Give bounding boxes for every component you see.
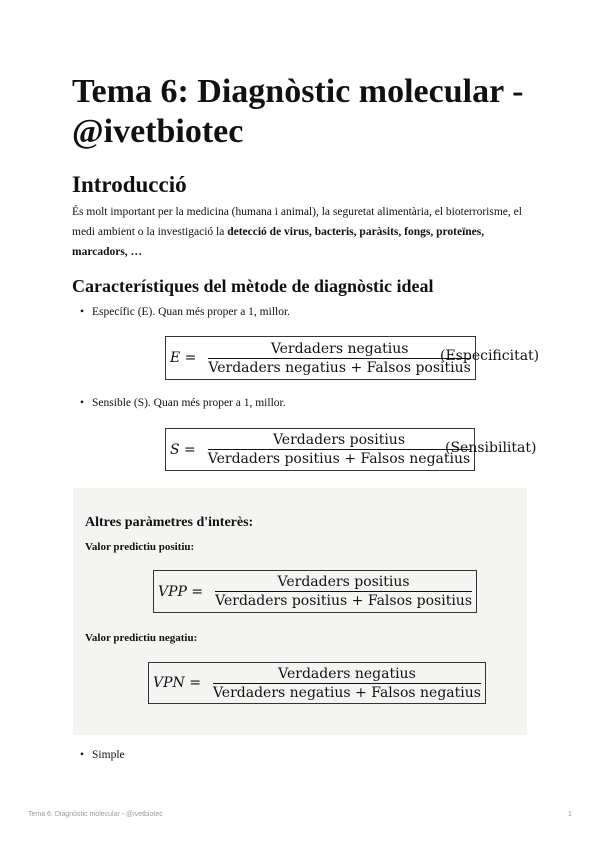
page-title: Tema 6: Diagnòstic molecular - @ivetbiotec bbox=[72, 73, 524, 150]
list-item: • Específic (E). Quan més proper a 1, millor. bbox=[80, 306, 290, 318]
formula-numerator: Verdaders positius bbox=[208, 432, 470, 450]
formula-especificitat bbox=[165, 336, 476, 380]
page-number: 1 bbox=[568, 811, 572, 818]
vpn-label: Valor predictiu negatiu: bbox=[85, 632, 198, 644]
formula-lhs: S = bbox=[170, 441, 196, 458]
callout-heading: Altres paràmetres d'interès: bbox=[85, 515, 254, 530]
formula-vpn bbox=[148, 662, 486, 704]
formula-lhs: VPN = bbox=[153, 675, 201, 691]
list-item: • Sensible (S). Quan més proper a 1, millor. bbox=[80, 397, 286, 409]
formula-numerator: Verdaders negatius bbox=[208, 341, 470, 359]
intro-paragraph bbox=[72, 202, 532, 262]
vpp-label: Valor predictiu positiu: bbox=[85, 541, 195, 553]
formula-tag: (Especificitat) bbox=[440, 348, 540, 364]
formula-numerator: Verdaders positius bbox=[215, 574, 472, 592]
list-item: • Simple bbox=[80, 749, 125, 761]
formula-vpp bbox=[153, 570, 477, 613]
intro-text: És molt important per la medicina (humana i animal), la seguretat alimentària, el bioterrorisme, el medi ambient o la investigació la bbox=[72, 206, 522, 238]
formula-lhs: VPP = bbox=[158, 583, 204, 600]
formula-tag: (Sensibilitat) bbox=[445, 440, 537, 456]
formula-sensibilitat bbox=[165, 428, 475, 471]
formula-denominator: Verdaders negatius + Falsos negatius bbox=[212, 684, 481, 701]
formula-lhs: E = bbox=[170, 350, 197, 366]
intro-bold-text: detecció de virus, bacteris, paràsits, fongs, proteïnes, marcadors, … bbox=[72, 226, 485, 258]
formula-numerator: Verdaders negatius bbox=[213, 666, 481, 684]
footer-title: Tema 6: Diagnòstic molecular - @ivetbiotec bbox=[28, 811, 163, 818]
section-heading: Característiques del mètode de diagnòstic ideal bbox=[72, 276, 434, 296]
formula-denominator: Verdaders negatius + Falsos positius bbox=[208, 359, 471, 376]
formula-denominator: Verdaders positius + Falsos positius bbox=[215, 593, 473, 609]
formula-denominator: Verdaders positius + Falsos negatius bbox=[207, 451, 471, 467]
intro-heading: Introducció bbox=[72, 172, 187, 197]
